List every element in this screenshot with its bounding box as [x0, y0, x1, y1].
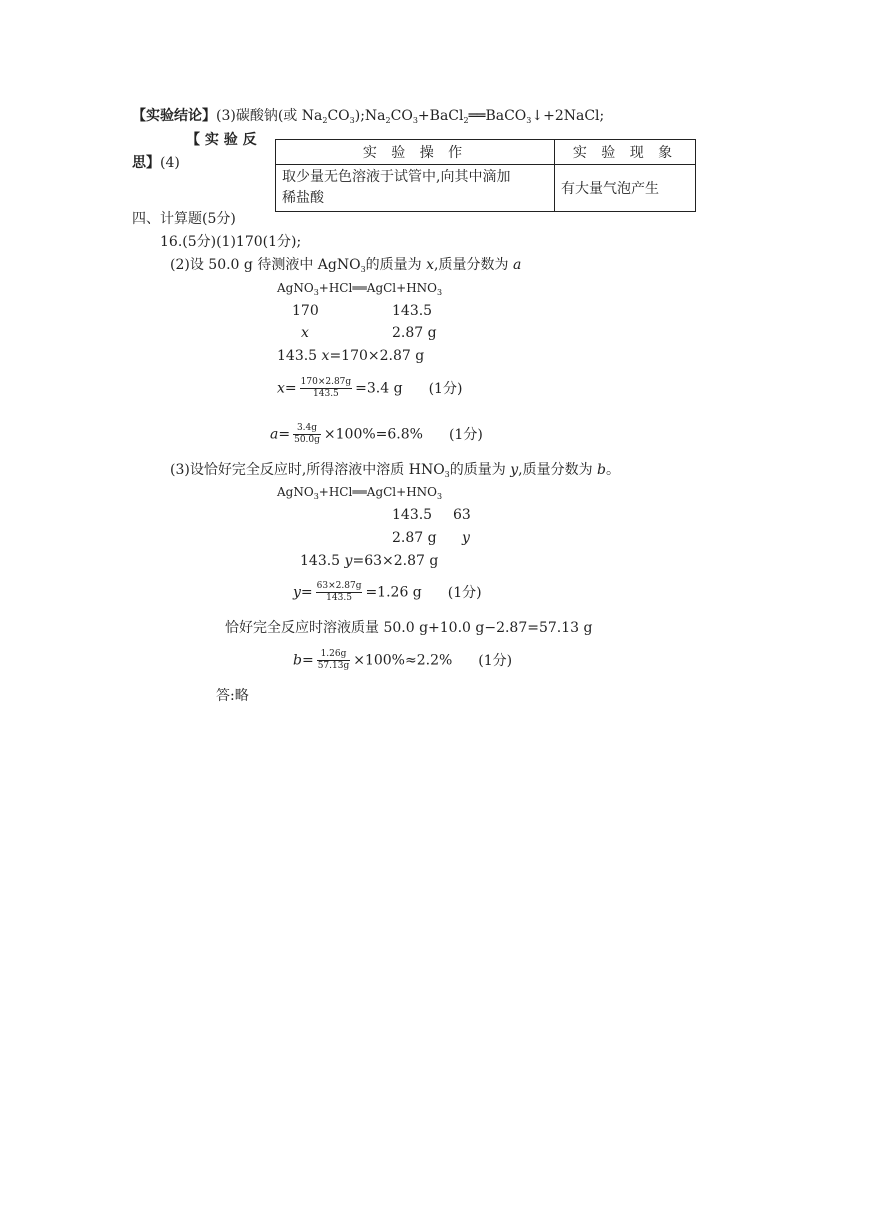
fraction: $\frac{3.4g}{50.0g}$ [294, 423, 320, 445]
experiment-table [275, 139, 696, 212]
conclusion-line: 【实验结论】(3)碳酸钠(或 $Na_2CO_3);Na_2CO_3+BaCl_2══BaCO_3↓+2NaCl$; [132, 108, 605, 125]
fraction: $\frac{63\times 2.87g}{143.5}$ [316, 581, 362, 603]
precipitate-arrow: ↓ [531, 108, 544, 124]
part3-intro: (3)设恰好完全反应时,所得溶液中溶质 $HNO_3$的质量为 y,质量分数为 b。 [170, 462, 621, 479]
part2-mass-170: 170 [292, 303, 319, 319]
section-heading: 四、计算题(5分) [132, 211, 236, 227]
conclusion-label: 【实验结论】 [132, 108, 216, 124]
part3-y-label: y [462, 530, 470, 546]
cell-operation: 取少量无色溶液于试管中,向其中滴加 稀盐酸 [276, 165, 555, 212]
equals-sign: ══ [468, 108, 486, 124]
part3-equation: $AgNO_3+HCl══AgCl+HNO_3$ [277, 485, 443, 501]
part3-solution-mass: 恰好完全反应时溶液质量 50.0 g+10.0 g−2.87=57.13 g [225, 620, 593, 636]
part3-mass-143: 143.5 [392, 507, 433, 523]
question-16: 16.(5分)(1)170(1分); [160, 234, 302, 250]
part3-y-result: y= $\frac{63\times 2.87g}{143.5}$ =1.26 g (1分) [293, 581, 482, 603]
table-row [276, 165, 696, 212]
table-header-row [276, 140, 696, 165]
fraction: $\frac{1.26g}{57.13g}$ [317, 649, 350, 671]
cell-phenomenon: 有大量气泡产生 [555, 165, 696, 212]
header-operation: 实 验 操 作 [276, 140, 555, 165]
part2-x-label: x [301, 325, 309, 341]
reflection-label-line1: 【 实 验 反 [186, 132, 257, 148]
part2-equation: $AgNO_3+HCl══AgCl+HNO_3$ [277, 281, 443, 297]
part2-a-result: a= $\frac{3.4g}{50.0g}$ ×100%=6.8% (1分) [270, 423, 483, 445]
part3-mass-63: 63 [453, 507, 471, 523]
reflection-label-line2: 思】(4) [132, 155, 180, 171]
part2-mass-143: 143.5 [392, 303, 433, 319]
answer: 答:略 [216, 688, 249, 704]
part2-intro: (2)设 50.0 g 待测液中 AgNO$_3$的质量为 x,质量分数为 a [170, 257, 522, 274]
part2-mass-287: 2.87 g [392, 325, 437, 341]
fraction: $\frac{170\times 2.87g}{143.5}$ [300, 377, 352, 399]
header-phenomenon: 实 验 现 象 [555, 140, 696, 165]
part3-mass-287: 2.87 g [392, 530, 437, 546]
part3-b-result: b= $\frac{1.26g}{57.13g}$ ×100%≈2.2% (1分) [293, 649, 513, 671]
part2-proportion: 143.5 x=170×2.87 g [277, 348, 425, 364]
part3-proportion: 143.5 y=63×2.87 g [300, 553, 439, 569]
part2-x-result: x= $\frac{170\times 2.87g}{143.5}$ =3.4 g (1分) [277, 377, 463, 399]
